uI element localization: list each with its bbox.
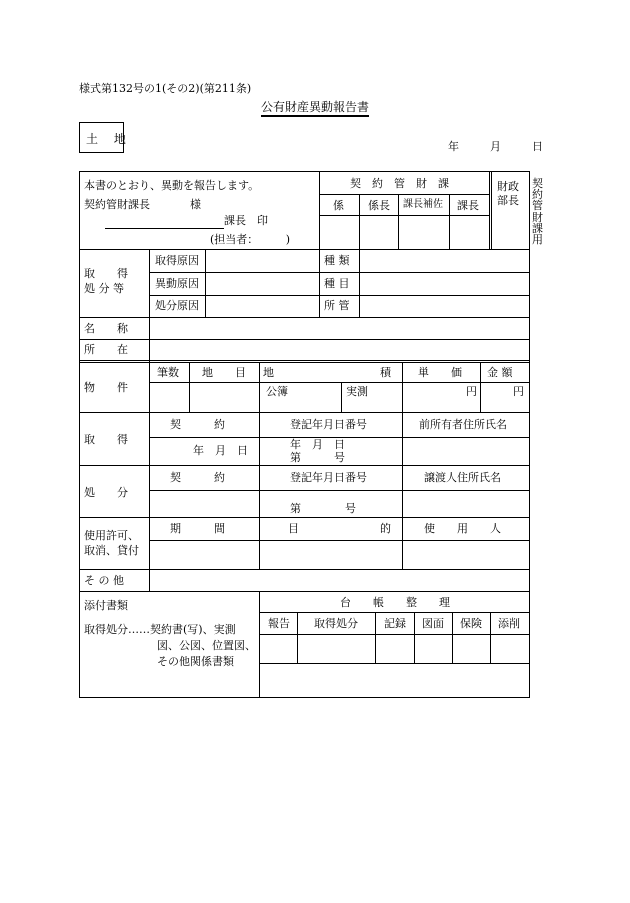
acquisition-registration-number: 第 号 [290,451,345,464]
property-area-right: 積 [380,366,391,379]
property-land-category: 地 目 [202,366,246,379]
ledger-col-report: 報告 [268,617,290,630]
property-parcel-count: 筆数 [157,366,179,379]
reporter-seal: 課長 印 [224,214,268,227]
addressee-honorific: 様 [190,198,201,211]
attachments-line-3: その他関係書類 [157,655,234,668]
category-item: 種 目 [324,277,350,290]
ledger-col-correction: 添削 [498,617,520,630]
ledger-title: 台 帳 整 理 [340,596,450,609]
acquisition-previous-owner: 前所有者住所氏名 [419,418,507,431]
ledger-col-drawing: 図面 [422,617,444,630]
person-in-charge: (担当者： ) [210,233,291,246]
date-day: 日 [532,140,543,153]
reason-change: 異動原因 [155,277,199,290]
notice-text: 本書のとおり、異動を報告します。 [84,179,260,192]
addressee-title: 契約管財課長 [84,198,150,211]
attachments-line-1: 取得処分……契約書(写)、実測 [84,623,236,636]
disposal-label: 処 分 [84,486,128,499]
ledger-col-insurance: 保険 [460,617,482,630]
property-unit-price-yen: 円 [466,385,477,398]
property-amount-yen: 円 [513,385,524,398]
property-area-left: 地 [263,366,274,379]
usage-label-bottom: 取消、貸付 [84,544,139,557]
approval-col-assistant: 課長補佐 [403,199,443,210]
side-usage-label: 契約管財課用 [532,177,543,247]
category-type: 種 類 [324,254,350,267]
property-label: 物 件 [84,381,128,394]
acquisition-label: 取 得 [84,433,128,446]
ledger-col-acquisition-disposal: 取得処分 [314,617,358,630]
property-amount: 金 額 [487,366,513,379]
finance-director-bottom: 部長 [497,194,519,207]
reason-label-top: 取 得 [84,267,128,280]
attachments-label: 添付書類 [84,599,128,612]
acquisition-registration-header: 登記年月日番号 [290,418,367,431]
form-number: 様式第132号の1(その2)(第211条) [79,82,252,95]
approval-col-staff: 係 [333,199,344,212]
acquisition-registration-date: 年 月 日 [290,438,345,451]
reason-acquisition: 取得原因 [155,254,199,267]
disposal-registration-header: 登記年月日番号 [290,471,367,484]
disposal-contract: 契 約 [170,471,225,484]
land-type-label: 土 地 [86,132,132,146]
name-label: 名 称 [84,322,128,335]
usage-user: 使 用 人 [424,522,501,535]
attachments-line-2: 図、公図、位置図、 [157,639,256,652]
disposal-registration-number: 第 号 [290,502,356,515]
approval-col-chief: 係長 [368,199,390,212]
date-month: 月 [490,140,501,153]
ledger-col-record: 記録 [384,617,406,630]
date-year: 年 [448,140,459,153]
acquisition-contract: 契 約 [170,418,225,431]
acquisition-contract-date: 年 月 日 [193,444,248,457]
usage-period: 期 間 [170,522,225,535]
usage-label-top: 使用許可、 [84,529,139,542]
property-survey-area: 実測 [346,385,368,398]
usage-purpose-left: 目 [288,522,299,535]
reason-label-bottom: 処 分 等 [84,282,124,295]
other-label: そ の 他 [84,574,124,587]
disposal-transferee: 譲渡人住所氏名 [424,471,501,484]
usage-purpose-right: 的 [380,522,391,535]
approval-section-title: 契 約 管 財 課 [350,177,449,190]
category-jurisdiction: 所 管 [324,299,350,312]
property-unit-price: 単 価 [418,366,462,379]
approval-col-manager: 課長 [457,199,479,212]
finance-director-top: 財政 [497,180,519,193]
location-label: 所 在 [84,343,128,356]
property-registry-area: 公簿 [266,385,288,398]
document-title: 公有財産異動報告書 [261,101,369,117]
reason-disposal: 処分原因 [155,299,199,312]
